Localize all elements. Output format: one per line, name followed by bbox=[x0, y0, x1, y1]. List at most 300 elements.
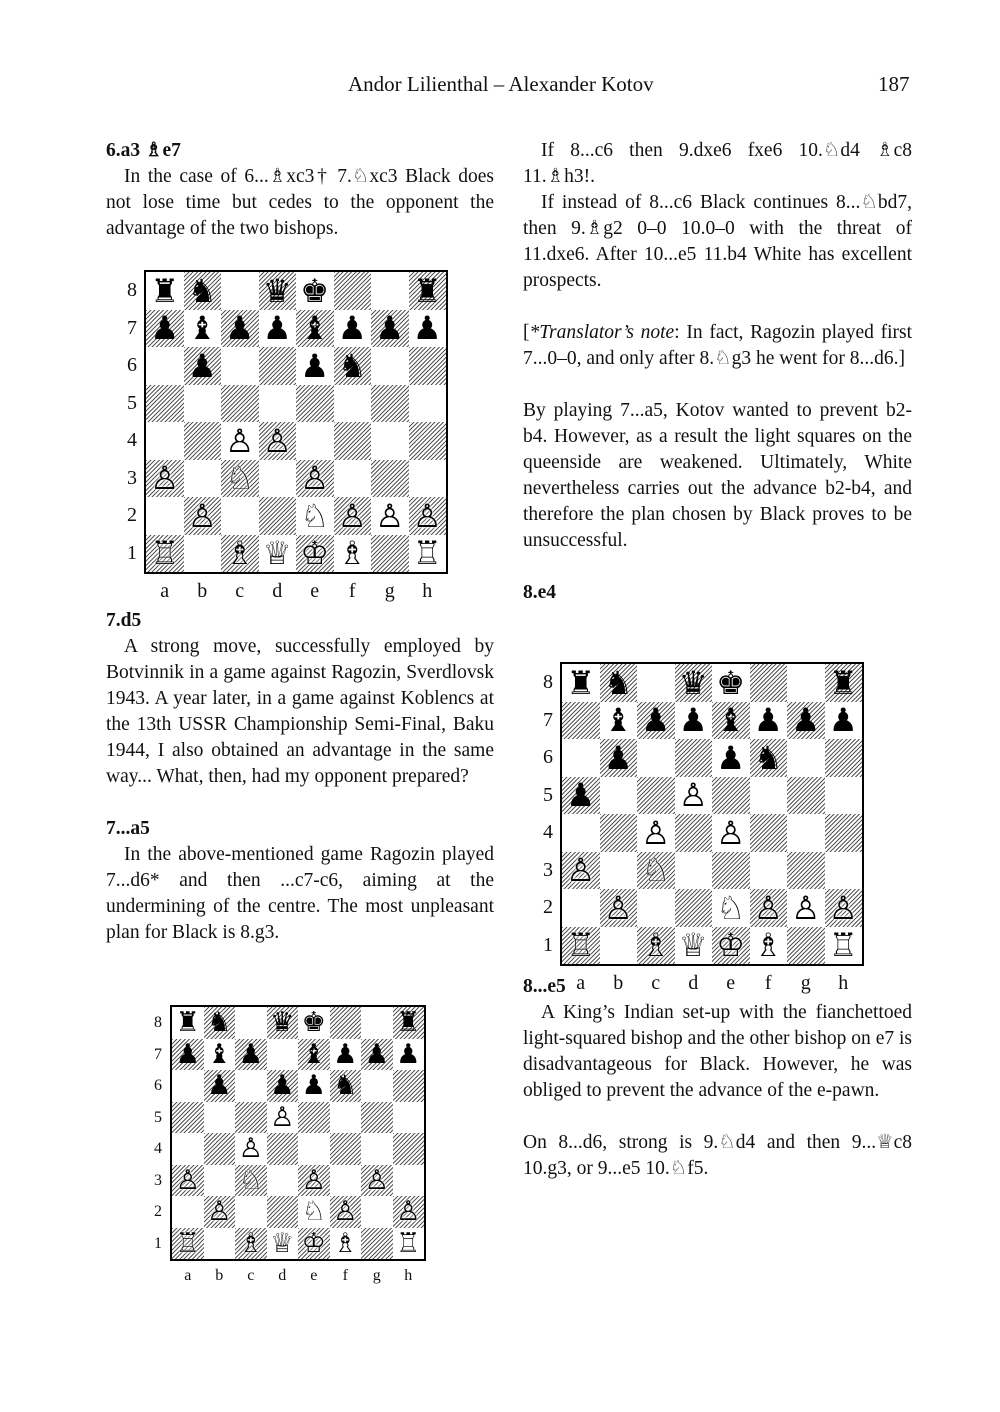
board-square-f5 bbox=[750, 777, 788, 815]
board-square-b5 bbox=[204, 1102, 236, 1134]
commentary-paragraph: If instead of 8...c6 Black continues 8...♘bd7, then 9.♗g2 0–0 10.0–0 with the threat of 11.dxe6. After 10...e5 11.b4 White has excellent prospects. bbox=[523, 192, 912, 291]
file-label: b bbox=[197, 580, 208, 602]
board-square-g6 bbox=[371, 347, 409, 385]
file-label: a bbox=[576, 972, 586, 994]
board-square-a1 bbox=[562, 927, 600, 965]
commentary-paragraph: In the case of 6...♗xc3† 7.♘xc3 Black does not lose time but cedes to the opponent the advantage of the two bishops. bbox=[106, 166, 494, 239]
white-bishop-icon: ♗ bbox=[238, 1227, 263, 1259]
board-square-d1 bbox=[259, 535, 297, 573]
black-pawn-icon: ♟ bbox=[300, 346, 330, 385]
black-pawn-icon: ♟ bbox=[207, 1070, 232, 1102]
white-knight-icon: ♘ bbox=[641, 851, 671, 890]
white-knight-icon: ♘ bbox=[300, 496, 330, 535]
board-square-c2 bbox=[221, 497, 259, 535]
board-square-c3 bbox=[235, 1165, 267, 1197]
board-square-a6 bbox=[562, 739, 600, 777]
board-square-c2 bbox=[637, 889, 675, 927]
black-knight-icon: ♞ bbox=[753, 738, 783, 777]
board-square-a7 bbox=[146, 310, 184, 348]
file-label: d bbox=[272, 580, 283, 602]
board-square-g4 bbox=[371, 422, 409, 460]
board-square-f2 bbox=[330, 1196, 362, 1228]
board-square-a4 bbox=[562, 814, 600, 852]
board-square-g5 bbox=[361, 1102, 393, 1134]
white-pawn-icon: ♙ bbox=[375, 496, 405, 535]
rank-label: 5 bbox=[543, 783, 553, 806]
board-square-b1 bbox=[204, 1228, 236, 1260]
board-square-b5 bbox=[184, 385, 222, 423]
black-pawn-icon: ♟ bbox=[301, 1070, 326, 1102]
board-square-a3 bbox=[562, 852, 600, 890]
board-square-d2 bbox=[267, 1196, 299, 1228]
rank-label: 1 bbox=[154, 1234, 162, 1252]
file-label: c bbox=[651, 972, 661, 994]
rank-label: 1 bbox=[543, 933, 553, 956]
white-knight-icon: ♘ bbox=[716, 888, 746, 927]
board-square-b1 bbox=[184, 535, 222, 573]
board-square-b6 bbox=[204, 1070, 236, 1102]
rank-label: 6 bbox=[127, 354, 137, 376]
white-rook-icon: ♖ bbox=[175, 1227, 200, 1259]
board-square-e3 bbox=[298, 1165, 330, 1197]
file-label: f bbox=[342, 1267, 348, 1284]
board-square-b3 bbox=[600, 852, 638, 890]
board-square-d8 bbox=[675, 664, 713, 702]
board-square-f3 bbox=[330, 1165, 362, 1197]
board-square-h4 bbox=[825, 814, 863, 852]
board-square-h2 bbox=[825, 889, 863, 927]
running-title: Andor Lilienthal – Alexander Kotov bbox=[348, 72, 654, 96]
board-square-c5 bbox=[637, 777, 675, 815]
board-square-d3 bbox=[267, 1165, 299, 1197]
board-square-h7 bbox=[409, 310, 447, 348]
move-heading: 8.e4 bbox=[523, 582, 557, 603]
rank-label: 3 bbox=[154, 1171, 162, 1189]
board-square-d8 bbox=[259, 272, 297, 310]
white-bishop-icon: ♗ bbox=[225, 534, 255, 573]
board-square-f4 bbox=[334, 422, 372, 460]
board-square-e3 bbox=[712, 852, 750, 890]
file-label: a bbox=[184, 1267, 192, 1284]
white-rook-icon: ♖ bbox=[566, 926, 596, 965]
white-pawn-icon: ♙ bbox=[150, 459, 180, 498]
white-bishop-icon: ♗ bbox=[753, 926, 783, 965]
black-pawn-icon: ♟ bbox=[753, 701, 783, 740]
file-label: f bbox=[348, 580, 356, 602]
board-square-a5 bbox=[146, 385, 184, 423]
white-pawn-icon: ♙ bbox=[238, 1133, 263, 1165]
commentary-paragraph: On 8...d6, strong is 9.♘d4 and then 9...♕c8 10.g3, or 9...e5 10.♘f5. bbox=[523, 1132, 912, 1179]
board-square-f8 bbox=[750, 664, 788, 702]
board-square-c6 bbox=[221, 347, 259, 385]
white-pawn-icon: ♙ bbox=[187, 496, 217, 535]
board-square-b2 bbox=[600, 889, 638, 927]
board-square-g2 bbox=[787, 889, 825, 927]
white-pawn-icon: ♙ bbox=[641, 813, 671, 852]
board-square-e5 bbox=[296, 385, 334, 423]
board-square-b4 bbox=[600, 814, 638, 852]
black-bishop-icon: ♝ bbox=[603, 701, 633, 740]
chess-board bbox=[560, 662, 864, 966]
black-pawn-icon: ♟ bbox=[333, 1038, 358, 1070]
black-pawn-icon: ♟ bbox=[716, 738, 746, 777]
black-knight-icon: ♞ bbox=[603, 663, 633, 702]
white-pawn-icon: ♙ bbox=[270, 1101, 295, 1133]
board-square-a4 bbox=[146, 422, 184, 460]
board-square-f8 bbox=[330, 1007, 362, 1039]
board-square-h4 bbox=[393, 1133, 425, 1165]
board-square-g1 bbox=[787, 927, 825, 965]
board-square-d1 bbox=[675, 927, 713, 965]
white-pawn-icon: ♙ bbox=[678, 776, 708, 815]
black-bishop-icon: ♝ bbox=[301, 1038, 326, 1070]
black-pawn-icon: ♟ bbox=[225, 309, 255, 348]
board-square-f1 bbox=[750, 927, 788, 965]
rank-label: 4 bbox=[154, 1140, 162, 1157]
board-square-h6 bbox=[825, 739, 863, 777]
white-knight-icon: ♘ bbox=[301, 1196, 326, 1228]
white-pawn-icon: ♙ bbox=[791, 888, 821, 927]
board-square-h3 bbox=[825, 852, 863, 890]
board-square-c7 bbox=[637, 702, 675, 740]
board-square-e2 bbox=[298, 1196, 330, 1228]
board-square-g7 bbox=[371, 310, 409, 348]
board-square-f2 bbox=[750, 889, 788, 927]
white-pawn-icon: ♙ bbox=[207, 1196, 232, 1228]
file-label: e bbox=[726, 972, 736, 994]
board-square-b7 bbox=[600, 702, 638, 740]
board-square-f4 bbox=[330, 1133, 362, 1165]
board-square-f5 bbox=[330, 1102, 362, 1134]
board-square-b3 bbox=[184, 460, 222, 498]
board-square-c5 bbox=[221, 385, 259, 423]
board-square-d1 bbox=[267, 1228, 299, 1260]
board-square-d6 bbox=[675, 739, 713, 777]
board-square-c3 bbox=[221, 460, 259, 498]
board-square-d7 bbox=[259, 310, 297, 348]
black-pawn-icon: ♟ bbox=[262, 309, 292, 348]
board-square-g2 bbox=[361, 1196, 393, 1228]
file-label: c bbox=[235, 580, 245, 602]
page-number: 187 bbox=[878, 72, 910, 96]
rank-label: 4 bbox=[543, 821, 553, 843]
move-heading: 8...e5 bbox=[523, 976, 566, 997]
white-pawn-icon: ♙ bbox=[828, 888, 858, 927]
board-square-a8 bbox=[172, 1007, 204, 1039]
board-square-d6 bbox=[259, 347, 297, 385]
board-square-c1 bbox=[221, 535, 259, 573]
board-square-a8 bbox=[146, 272, 184, 310]
board-square-e8 bbox=[298, 1007, 330, 1039]
board-square-b8 bbox=[184, 272, 222, 310]
file-label: g bbox=[372, 1267, 381, 1284]
board-square-g4 bbox=[787, 814, 825, 852]
white-knight-icon: ♘ bbox=[225, 459, 255, 498]
board-square-e4 bbox=[296, 422, 334, 460]
board-square-b2 bbox=[204, 1196, 236, 1228]
white-pawn-icon: ♙ bbox=[396, 1196, 421, 1228]
white-rook-icon: ♖ bbox=[828, 926, 858, 965]
rank-label: 2 bbox=[127, 504, 137, 526]
rank-label: 6 bbox=[543, 746, 553, 768]
board-square-a6 bbox=[146, 347, 184, 385]
board-square-e2 bbox=[296, 497, 334, 535]
white-pawn-icon: ♙ bbox=[603, 888, 633, 927]
board-square-g5 bbox=[787, 777, 825, 815]
board-square-g3 bbox=[361, 1165, 393, 1197]
board-square-h1 bbox=[393, 1228, 425, 1260]
board-square-b4 bbox=[184, 422, 222, 460]
white-pawn-icon: ♙ bbox=[300, 459, 330, 498]
board-square-h8 bbox=[393, 1007, 425, 1039]
white-queen-icon: ♕ bbox=[270, 1227, 295, 1259]
board-square-g3 bbox=[787, 852, 825, 890]
white-pawn-icon: ♙ bbox=[337, 496, 367, 535]
file-label: a bbox=[160, 580, 170, 602]
white-rook-icon: ♖ bbox=[396, 1227, 421, 1259]
move-heading: 7.d5 bbox=[106, 610, 142, 631]
board-square-c6 bbox=[637, 739, 675, 777]
black-pawn-icon: ♟ bbox=[641, 701, 671, 740]
board-square-h1 bbox=[409, 535, 447, 573]
commentary-paragraph: A strong move, successfully employed by Botvinnik in a game against Ragozin, Sverdlovsk 1943. A year later, in a game against Koblencs at the 13th USSR Championship Semi-Final, Baku 1944, I also obtained an advantage in the same way... What, then, had my opponent prepared? bbox=[106, 636, 494, 787]
white-pawn-icon: ♙ bbox=[301, 1164, 326, 1196]
board-square-d4 bbox=[267, 1133, 299, 1165]
board-square-h3 bbox=[393, 1165, 425, 1197]
board-square-e1 bbox=[712, 927, 750, 965]
board-square-g5 bbox=[371, 385, 409, 423]
black-pawn-icon: ♟ bbox=[828, 701, 858, 740]
board-square-c7 bbox=[235, 1039, 267, 1071]
black-rook-icon: ♜ bbox=[412, 271, 442, 310]
board-square-a2 bbox=[146, 497, 184, 535]
black-pawn-icon: ♟ bbox=[678, 701, 708, 740]
board-square-f5 bbox=[334, 385, 372, 423]
white-king-icon: ♔ bbox=[300, 534, 330, 573]
board-square-a5 bbox=[562, 777, 600, 815]
board-square-b7 bbox=[204, 1039, 236, 1071]
board-square-a1 bbox=[172, 1228, 204, 1260]
file-label: b bbox=[215, 1267, 224, 1284]
black-king-icon: ♚ bbox=[716, 663, 746, 702]
board-square-e1 bbox=[296, 535, 334, 573]
board-square-c7 bbox=[221, 310, 259, 348]
white-pawn-icon: ♙ bbox=[225, 421, 255, 460]
board-square-e1 bbox=[298, 1228, 330, 1260]
chess-diagram bbox=[146, 1005, 426, 1285]
board-square-h7 bbox=[393, 1039, 425, 1071]
file-label: e bbox=[310, 580, 320, 602]
board-square-d5 bbox=[675, 777, 713, 815]
board-square-e3 bbox=[296, 460, 334, 498]
black-pawn-icon: ♟ bbox=[337, 309, 367, 348]
board-square-f1 bbox=[334, 535, 372, 573]
rank-label: 3 bbox=[127, 466, 137, 489]
rank-label: 1 bbox=[127, 541, 137, 564]
translator-note-text: : In fact, Ragozin played first 7...0–0, and only after 8.♘g3 he went for 8...d6.] bbox=[523, 322, 912, 369]
black-rook-icon: ♜ bbox=[828, 663, 858, 702]
white-queen-icon: ♕ bbox=[262, 534, 292, 573]
black-queen-icon: ♛ bbox=[678, 663, 708, 702]
rank-label: 2 bbox=[154, 1203, 162, 1220]
commentary-paragraph: By playing 7...a5, Kotov wanted to prevent b2-b4. However, as a result the light squares on the queenside are weakened. Ultimately, White nevertheless carries out the advance b2-b4, and therefore the plan chosen by Black proves to be unsuccessful. bbox=[523, 400, 912, 551]
file-label: e bbox=[310, 1267, 318, 1284]
board-square-g6 bbox=[361, 1070, 393, 1102]
white-pawn-icon: ♙ bbox=[364, 1164, 389, 1196]
board-square-e7 bbox=[298, 1039, 330, 1071]
white-king-icon: ♔ bbox=[301, 1227, 326, 1259]
board-square-h3 bbox=[409, 460, 447, 498]
board-square-f2 bbox=[334, 497, 372, 535]
move-heading: 6.a3 ♗e7 bbox=[106, 140, 181, 161]
black-knight-icon: ♞ bbox=[337, 346, 367, 385]
board-square-d2 bbox=[675, 889, 713, 927]
board-square-c8 bbox=[637, 664, 675, 702]
right-column bbox=[523, 138, 912, 1182]
black-bishop-icon: ♝ bbox=[187, 309, 217, 348]
move-heading: 7...a5 bbox=[106, 818, 150, 839]
file-label: b bbox=[613, 972, 624, 994]
board-square-h5 bbox=[393, 1102, 425, 1134]
board-square-g3 bbox=[371, 460, 409, 498]
board-square-e7 bbox=[296, 310, 334, 348]
board-square-a3 bbox=[172, 1165, 204, 1197]
board-square-c2 bbox=[235, 1196, 267, 1228]
board-square-h1 bbox=[825, 927, 863, 965]
board-square-a8 bbox=[562, 664, 600, 702]
board-square-g6 bbox=[787, 739, 825, 777]
black-bishop-icon: ♝ bbox=[207, 1038, 232, 1070]
board-square-c5 bbox=[235, 1102, 267, 1134]
board-square-b1 bbox=[600, 927, 638, 965]
translator-note-label: *Translator’s note bbox=[529, 322, 675, 343]
chess-diagram bbox=[120, 270, 448, 603]
board-square-a4 bbox=[172, 1133, 204, 1165]
white-pawn-icon: ♙ bbox=[175, 1164, 200, 1196]
board-square-d4 bbox=[675, 814, 713, 852]
board-square-a7 bbox=[562, 702, 600, 740]
board-square-d7 bbox=[267, 1039, 299, 1071]
black-pawn-icon: ♟ bbox=[175, 1038, 200, 1070]
white-pawn-icon: ♙ bbox=[716, 813, 746, 852]
black-pawn-icon: ♟ bbox=[603, 738, 633, 777]
board-square-e4 bbox=[712, 814, 750, 852]
board-square-b6 bbox=[184, 347, 222, 385]
board-square-g7 bbox=[361, 1039, 393, 1071]
rank-label: 8 bbox=[127, 279, 137, 301]
board-square-h2 bbox=[409, 497, 447, 535]
board-square-d6 bbox=[267, 1070, 299, 1102]
board-square-f4 bbox=[750, 814, 788, 852]
white-knight-icon: ♘ bbox=[238, 1164, 263, 1196]
board-square-a7 bbox=[172, 1039, 204, 1071]
file-label: f bbox=[764, 972, 772, 994]
file-label: h bbox=[838, 972, 849, 994]
board-square-b8 bbox=[204, 1007, 236, 1039]
board-square-h5 bbox=[825, 777, 863, 815]
commentary-paragraph: If 8...c6 then 9.dxe6 fxe6 10.♘d4 ♗c8 11.♗h3!. bbox=[523, 140, 912, 187]
commentary-paragraph: In the above-mentioned game Ragozin played 7...d6* and then ...c7-c6, aiming at the undermining of the centre. The most unpleasant plan for Black is 8.g3. bbox=[106, 844, 494, 943]
board-square-f7 bbox=[750, 702, 788, 740]
white-bishop-icon: ♗ bbox=[333, 1227, 358, 1259]
black-knight-icon: ♞ bbox=[187, 271, 217, 310]
black-rook-icon: ♜ bbox=[150, 271, 180, 310]
rank-label: 5 bbox=[154, 1108, 162, 1126]
board-square-h8 bbox=[409, 272, 447, 310]
board-square-e7 bbox=[712, 702, 750, 740]
board-square-a3 bbox=[146, 460, 184, 498]
board-square-e2 bbox=[712, 889, 750, 927]
black-rook-icon: ♜ bbox=[396, 1007, 421, 1039]
board-square-g1 bbox=[371, 535, 409, 573]
board-square-a1 bbox=[146, 535, 184, 573]
chess-board bbox=[170, 1005, 426, 1261]
board-square-f6 bbox=[750, 739, 788, 777]
black-rook-icon: ♜ bbox=[566, 663, 596, 702]
board-square-d4 bbox=[259, 422, 297, 460]
board-square-b4 bbox=[204, 1133, 236, 1165]
board-square-c4 bbox=[235, 1133, 267, 1165]
black-bishop-icon: ♝ bbox=[716, 701, 746, 740]
black-bishop-icon: ♝ bbox=[300, 309, 330, 348]
board-square-h7 bbox=[825, 702, 863, 740]
board-square-f6 bbox=[330, 1070, 362, 1102]
rank-label: 3 bbox=[543, 858, 553, 881]
rank-label: 2 bbox=[543, 896, 553, 918]
board-square-e6 bbox=[712, 739, 750, 777]
board-square-e5 bbox=[712, 777, 750, 815]
board-square-d2 bbox=[259, 497, 297, 535]
black-pawn-icon: ♟ bbox=[412, 309, 442, 348]
board-square-g8 bbox=[371, 272, 409, 310]
rank-label: 4 bbox=[127, 429, 137, 451]
black-pawn-icon: ♟ bbox=[375, 309, 405, 348]
black-pawn-icon: ♟ bbox=[270, 1070, 295, 1102]
file-label: c bbox=[247, 1267, 255, 1284]
rank-label: 6 bbox=[154, 1077, 162, 1094]
board-square-b5 bbox=[600, 777, 638, 815]
board-square-c4 bbox=[221, 422, 259, 460]
file-label: d bbox=[688, 972, 699, 994]
board-square-g1 bbox=[361, 1228, 393, 1260]
page-header bbox=[0, 66, 1000, 106]
rank-label: 8 bbox=[543, 671, 553, 693]
rank-label: 7 bbox=[154, 1045, 162, 1063]
board-square-e8 bbox=[296, 272, 334, 310]
chess-diagram bbox=[536, 662, 864, 995]
board-square-e6 bbox=[298, 1070, 330, 1102]
board-square-h6 bbox=[409, 347, 447, 385]
board-square-c8 bbox=[235, 1007, 267, 1039]
board-square-c4 bbox=[637, 814, 675, 852]
black-pawn-icon: ♟ bbox=[791, 701, 821, 740]
note-bracket: [ bbox=[523, 322, 530, 343]
black-pawn-icon: ♟ bbox=[238, 1038, 263, 1070]
board-square-c6 bbox=[235, 1070, 267, 1102]
board-square-f3 bbox=[334, 460, 372, 498]
chess-board bbox=[144, 270, 448, 574]
board-square-d3 bbox=[259, 460, 297, 498]
board-square-a6 bbox=[172, 1070, 204, 1102]
black-knight-icon: ♞ bbox=[207, 1007, 232, 1039]
board-square-e4 bbox=[298, 1133, 330, 1165]
white-pawn-icon: ♙ bbox=[262, 421, 292, 460]
board-square-b6 bbox=[600, 739, 638, 777]
board-square-f1 bbox=[330, 1228, 362, 1260]
white-pawn-icon: ♙ bbox=[333, 1196, 358, 1228]
white-rook-icon: ♖ bbox=[150, 534, 180, 573]
board-square-f7 bbox=[330, 1039, 362, 1071]
